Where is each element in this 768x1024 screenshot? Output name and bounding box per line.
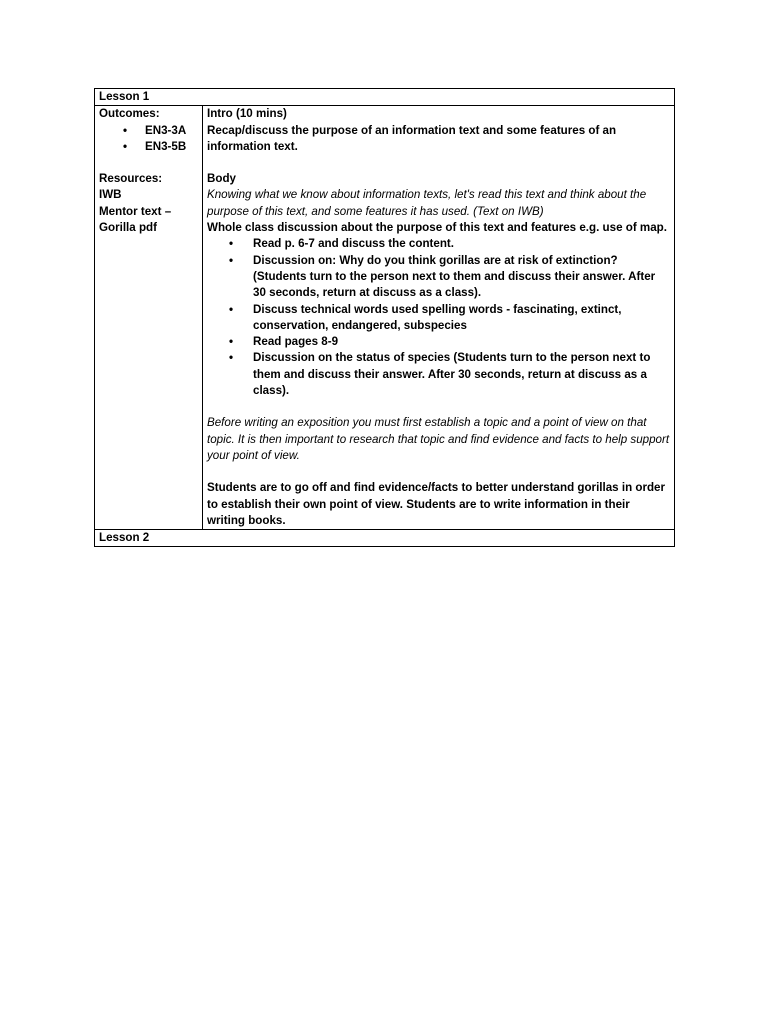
- lesson-2-header-row: [95, 530, 675, 547]
- spacer: [99, 155, 198, 171]
- resources-label: Resources:: [99, 172, 163, 186]
- lesson-1-header-row: [95, 89, 675, 106]
- resource-item: Mentor text –: [99, 204, 172, 218]
- spacer: [207, 399, 670, 415]
- lesson-1-right-column: [203, 106, 675, 530]
- activity-item: • Read pages 8-9: [207, 334, 670, 350]
- intro-text: Recap/discuss the purpose of an information text and some features of an information text.: [207, 123, 617, 153]
- resource-item: Gorilla pdf: [99, 221, 157, 235]
- body-activity-list: [207, 236, 670, 399]
- resource-item: IWB: [99, 188, 122, 202]
- spacer: [207, 464, 670, 480]
- lesson-1-content-row: [95, 106, 675, 530]
- outcome-item: • EN3-3A: [99, 123, 198, 139]
- lesson-1-title: Lesson 1: [95, 89, 675, 106]
- exposition-text: Before writing an exposition you must first establish a topic and a point of view on that topic. It is then important to research that topic and find evidence and facts to help support your point of view.: [207, 416, 670, 462]
- lesson-2-title: Lesson 2: [95, 530, 675, 547]
- activity-item: • Discuss technical words used spelling words - fascinating, extinct, conservation, endangered, subspecies: [207, 302, 670, 335]
- outcome-item: • EN3-5B: [99, 139, 198, 155]
- lesson-plan-table: [94, 88, 675, 547]
- activity-item: • Read p. 6-7 and discuss the content.: [207, 236, 670, 252]
- task-text: Students are to go off and find evidence/facts to better understand gorillas in order to establish their own point of view. Students are to write information in their writing books.: [207, 481, 666, 527]
- outcomes-label: Outcomes:: [99, 107, 160, 121]
- outcomes-list: [99, 123, 198, 156]
- activity-item: • Discussion on the status of species (Students turn to the person next to them and discuss their answer. After 30 seconds, return at discuss as a class).: [207, 350, 670, 399]
- spacer: [207, 155, 670, 171]
- lesson-1-left-column: [95, 106, 203, 530]
- activity-item: • Discussion on: Why do you think gorillas are at risk of extinction? (Students turn to the person next to them and discuss their answer. After 30 seconds, return at discuss as a class).: [207, 253, 670, 302]
- body-text: Whole class discussion about the purpose of this text and features e.g. use of map.: [207, 221, 667, 235]
- intro-heading: Intro (10 mins): [207, 107, 287, 121]
- body-italic-text: Knowing what we know about information texts, let's read this text and think about the purpose of this text, and some features it has used. (Text on IWB): [207, 188, 647, 218]
- body-heading: Body: [207, 172, 236, 186]
